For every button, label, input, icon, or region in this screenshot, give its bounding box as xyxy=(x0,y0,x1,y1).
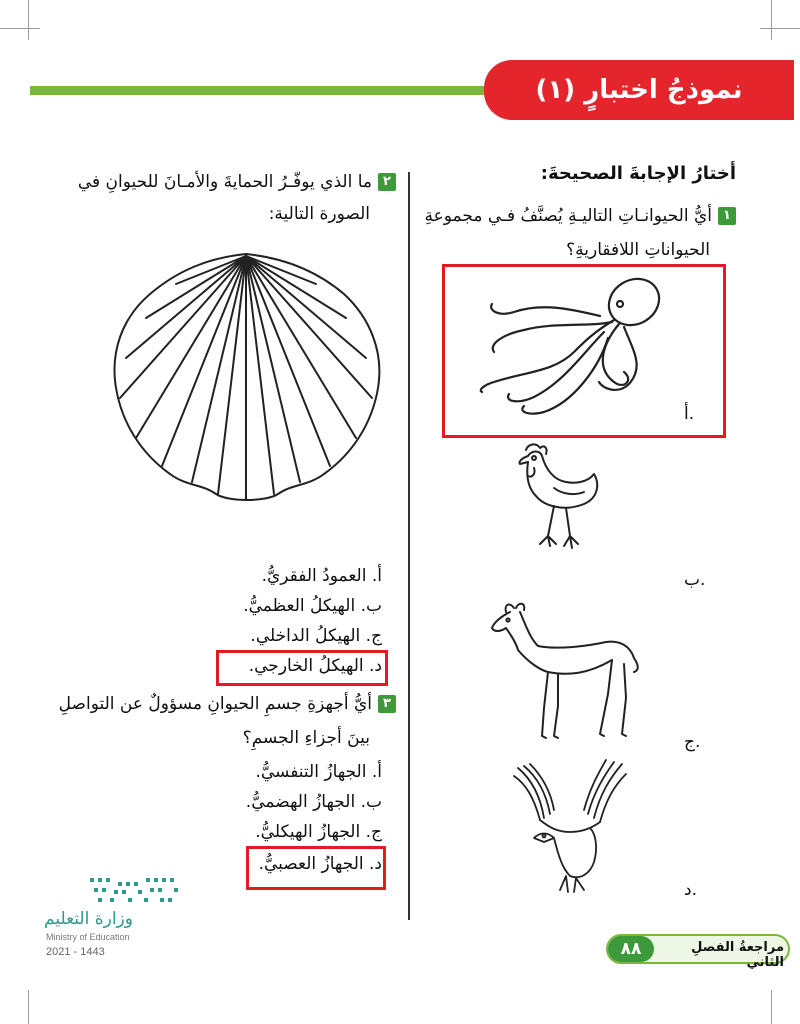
q1-line1: أيُّ الحيوانـاتِ التاليـةِ يُصنَّفُ فـي مجموعةِ xyxy=(424,206,712,226)
chicken-icon xyxy=(514,440,604,570)
crop-mark xyxy=(771,0,772,40)
ministry-logo-icon xyxy=(88,876,184,906)
header-rule xyxy=(30,86,500,95)
q1-text-line2: الحيواناتِ اللافقاريةِ؟ xyxy=(566,240,710,260)
crop-mark xyxy=(28,990,29,1024)
q2-option-b[interactable]: ب. الهيكلُ العظميُّ. xyxy=(243,596,382,616)
q1-text-line1 xyxy=(410,206,736,226)
q3-option-a[interactable]: أ. الجهازُ التنفسيُّ. xyxy=(255,762,382,782)
q3-option-d[interactable]: د. الجهازُ العصبيُّ. xyxy=(258,854,382,874)
deer-icon xyxy=(488,598,648,748)
crop-mark xyxy=(0,28,40,29)
q2-line1: ما الذي يوفّـرُ الحمايةَ والأمـانَ للحيوانِ في xyxy=(77,172,372,192)
q3-number-badge: ٣ xyxy=(378,695,396,713)
octopus-icon xyxy=(474,272,674,422)
q2-text-line2: الصورة التالية: xyxy=(268,204,370,224)
q3-line1: أيُّ أجهزةِ جسمِ الحيوانِ مسؤولٌ عن التواصلِ xyxy=(58,694,372,714)
q3-text-line2: بينَ أجزاءِ الجسمِ؟ xyxy=(242,728,370,748)
q2-option-a[interactable]: أ. العمودُ الفقريُّ. xyxy=(261,566,382,586)
q1-option-c-label[interactable]: ج. xyxy=(684,732,701,752)
instruction-heading: أختارُ الإجابةَ الصحيحةَ: xyxy=(540,163,736,184)
crop-mark xyxy=(771,990,772,1024)
crop-mark xyxy=(28,0,29,40)
q1-option-b-label[interactable]: ب. xyxy=(684,570,706,590)
q2-option-c[interactable]: ج. الهيكلُ الداخلي. xyxy=(250,626,382,646)
page-title: نموذجُ اختبارٍ (١) xyxy=(484,60,794,120)
q1-number-badge: ١ xyxy=(718,207,736,225)
q1-option-a-label[interactable]: أ. xyxy=(684,404,695,424)
q2-text-line1 xyxy=(76,172,396,192)
ministry-name-arabic: وزارة التعليم xyxy=(44,909,133,929)
edition-year: 2021 - 1443 xyxy=(46,946,105,958)
q1-option-d-label[interactable]: د. xyxy=(684,880,697,900)
ministry-name-english: Ministry of Education xyxy=(46,932,130,942)
q3-option-b[interactable]: ب. الجهازُ الهضميُّ. xyxy=(245,792,382,812)
q2-number-badge: ٢ xyxy=(378,173,396,191)
eagle-icon xyxy=(510,758,630,898)
crop-mark xyxy=(760,28,800,29)
page-number: ٨٨ xyxy=(608,936,654,962)
q2-option-d[interactable]: د. الهيكلُ الخارجي. xyxy=(248,656,382,676)
q3-option-c[interactable]: ج. الجهازُ الهيكليُّ. xyxy=(255,822,382,842)
chapter-review-label: مراجعةُ الفصلِ الثاني xyxy=(691,940,784,970)
q3-text-line1 xyxy=(58,694,396,714)
column-divider xyxy=(408,172,410,920)
seashell-icon xyxy=(106,248,386,504)
